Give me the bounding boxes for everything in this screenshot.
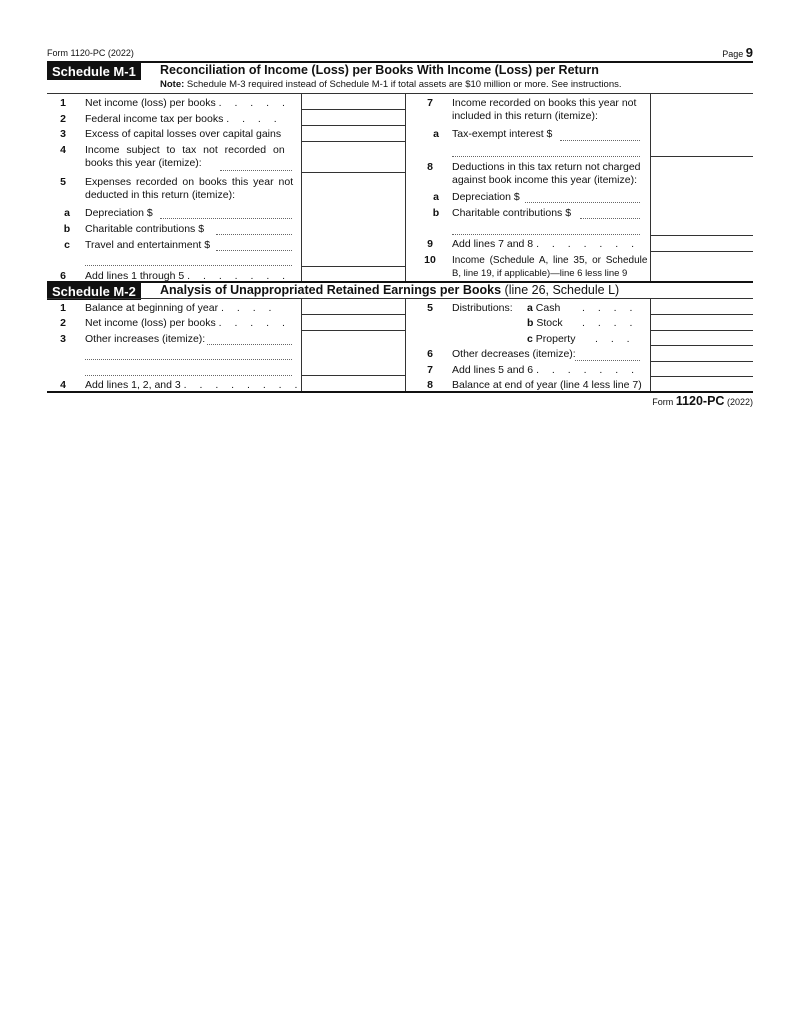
m2-line5-label: Distributions: <box>452 302 513 314</box>
m1-left-amount-border <box>301 93 302 281</box>
line-number: 6 <box>60 270 66 282</box>
m1-line8-amount[interactable] <box>652 218 755 234</box>
schedule-m1-note <box>160 79 622 90</box>
line-number: 8 <box>427 161 433 173</box>
line-number: 4 <box>60 144 66 156</box>
m2-line7-amount[interactable] <box>652 362 755 376</box>
form-label: Form 1120-PC (2022) <box>47 48 134 58</box>
schedule-m1-title: Reconciliation of Income (Loss) per Books With Income (Loss) per Return <box>160 63 599 77</box>
m2-line5b-label: b Stock <box>527 317 563 329</box>
m1-line8b-field[interactable] <box>580 218 640 219</box>
m1-line10-label-1: Income (Schedule A, line 35, or Schedule <box>452 255 648 266</box>
m2-header-rule <box>47 298 753 299</box>
line-number: 8 <box>427 379 433 391</box>
page-prefix: Page <box>722 49 744 59</box>
note-text: Schedule M-3 required instead of Schedule M-1 if total assets are $10 million or more. See instructions. <box>186 79 622 90</box>
line-letter: b <box>63 223 71 235</box>
m2-line3-amount[interactable] <box>303 358 407 374</box>
m1-line1-label: Net income (loss) per books . . . . . <box>85 97 290 109</box>
schedule-m2-label: Schedule M-2 <box>47 283 141 300</box>
m1-left-rule <box>301 141 405 142</box>
m2-left-rule <box>301 314 405 315</box>
m1-line5a-label: Depreciation $ <box>85 207 153 219</box>
m2-left-rule <box>301 375 405 376</box>
m2-line3-field-3[interactable] <box>85 375 292 376</box>
line-letter: c <box>64 239 70 251</box>
m1-line7-amount[interactable] <box>652 139 755 155</box>
m1-line9-label: Add lines 7 and 8 . . . . . . . <box>452 238 640 250</box>
m1-line5b-label: Charitable contributions $ <box>85 223 205 235</box>
line-number: 2 <box>60 113 66 125</box>
m1-line5c-label: Travel and entertainment $ <box>85 239 211 251</box>
m2-line2-label: Net income (loss) per books . . . . . <box>85 317 290 329</box>
m1-line5-extra-field[interactable] <box>85 265 292 266</box>
m2-line2-amount[interactable] <box>303 316 407 330</box>
m2-line4-amount[interactable] <box>303 377 407 391</box>
m1-left-rule <box>301 109 405 110</box>
m2-line6-field[interactable] <box>575 360 640 361</box>
m1-line4-amount[interactable] <box>303 155 407 171</box>
m2-left-rule <box>301 330 405 331</box>
line-number: 3 <box>60 333 66 345</box>
m1-line3-amount[interactable] <box>303 127 407 141</box>
m1-line10-amount[interactable] <box>652 264 755 280</box>
m2-line6-label: Other decreases (itemize): <box>452 348 576 360</box>
m2-line5a-amount[interactable] <box>652 300 755 314</box>
line-letter: a <box>433 128 439 140</box>
footer-form-label: Form 1120-PC (2022) <box>652 394 753 408</box>
leader-dots: . . . . <box>582 317 638 329</box>
m1-line4-label-2: books this year (itemize): <box>85 157 202 169</box>
m1-line7a-field[interactable] <box>560 140 640 141</box>
line-letter: a <box>64 207 70 219</box>
m2-line1-label: Balance at beginning of year . . . . <box>85 302 277 314</box>
m1-line5-label-2: deducted in this return (itemize): <box>85 189 235 201</box>
m2-line6-amount[interactable] <box>652 347 755 361</box>
line-number: 4 <box>60 379 66 391</box>
m1-line8b-label: Charitable contributions $ <box>452 207 572 219</box>
m2-bottom-rule <box>47 391 753 393</box>
line-number: 9 <box>427 238 433 250</box>
m1-line10-label-2: B, line 19, if applicable)—line 6 less line 9 <box>452 268 628 279</box>
m2-line5c-label: c Property <box>527 333 576 345</box>
m1-top-rule <box>47 93 753 94</box>
m1-line8a-field[interactable] <box>525 202 640 203</box>
line-number: 7 <box>427 364 433 376</box>
line-number: 2 <box>60 317 66 329</box>
line-number: 3 <box>60 128 66 140</box>
m1-line8a-label: Depreciation $ <box>452 191 520 203</box>
m1-line4-label-1: Income subject to tax not recorded on <box>85 144 285 156</box>
m2-line8-amount[interactable] <box>652 378 755 392</box>
m2-line4-label: Add lines 1, 2, and 3 . . . . . . . . <box>85 379 303 391</box>
m1-line3-label: Excess of capital losses over capital gains <box>85 128 282 140</box>
m1-left-rule <box>301 125 405 126</box>
line-number: 5 <box>427 302 433 314</box>
m1-left-rule <box>301 172 405 173</box>
m1-line7-label-2: included in this return (itemize): <box>452 110 598 122</box>
m1-line8-extra-field[interactable] <box>452 234 640 235</box>
m1-line7-label-1: Income recorded on books this year not <box>452 97 637 109</box>
m1-line5-amount[interactable] <box>303 249 407 265</box>
m2-right-rule <box>650 376 753 377</box>
page-indicator <box>722 45 753 60</box>
m1-line6-label: Add lines 1 through 5 . . . . . . . <box>85 270 291 282</box>
line-number: 10 <box>424 254 436 266</box>
m1-line7-extra-field[interactable] <box>452 156 640 157</box>
schedule-m2-title: Analysis of Unappropriated Retained Earnings per Books (line 26, Schedule L) <box>160 283 620 297</box>
m2-line5c-amount[interactable] <box>652 331 755 345</box>
m2-line5b-amount[interactable] <box>652 316 755 330</box>
m1-line2-label: Federal income tax per books . . . . <box>85 113 282 125</box>
leader-dots: . . . . <box>582 302 638 314</box>
m2-line3-field-2[interactable] <box>85 359 292 360</box>
m1-line6-amount[interactable] <box>303 268 407 282</box>
schedule-m1-label: Schedule M-1 <box>47 63 141 80</box>
m1-line4-itemize-field[interactable] <box>220 170 292 171</box>
line-number: 6 <box>427 348 433 360</box>
m1-right-amount-border <box>650 93 651 281</box>
m1-right-rule <box>650 235 753 236</box>
line-number: 1 <box>60 302 66 314</box>
m2-right-rule <box>650 314 753 315</box>
m2-line8-label: Balance at end of year (line 4 less line 7) <box>452 379 642 391</box>
m2-line7-label: Add lines 5 and 6 . . . . . . . <box>452 364 640 376</box>
m1-line2-amount[interactable] <box>303 111 407 125</box>
m2-line3-label: Other increases (itemize): <box>85 333 206 345</box>
m1-line9-amount[interactable] <box>652 237 755 251</box>
m1-left-rule <box>301 266 405 267</box>
line-number: 1 <box>60 97 66 109</box>
m1-line5-label-1: Expenses recorded on books this year not <box>85 176 294 188</box>
m2-right-rule <box>650 345 753 346</box>
m1-right-rule <box>650 156 753 157</box>
m1-line7a-label: Tax-exempt interest $ <box>452 128 553 140</box>
m1-line8-label-2: against book income this year (itemize): <box>452 174 637 186</box>
m1-line1-amount[interactable] <box>303 95 407 109</box>
line-number: 7 <box>427 97 433 109</box>
m1-right-rule <box>650 251 753 252</box>
m1-line5a-field[interactable] <box>160 218 292 219</box>
m2-left-amount-border <box>301 298 302 391</box>
m2-line3-field[interactable] <box>207 344 292 345</box>
line-letter: a <box>433 191 439 203</box>
page-number: 9 <box>745 45 753 60</box>
line-letter: b <box>432 207 440 219</box>
m1-line5b-field[interactable] <box>216 234 292 235</box>
note-label: Note: <box>160 79 185 90</box>
m2-line5a-label: a Cash <box>527 302 561 314</box>
line-number: 5 <box>60 176 66 188</box>
m2-line1-amount[interactable] <box>303 300 407 314</box>
leader-dots: . . . <box>595 333 635 345</box>
m1-line5c-field[interactable] <box>216 250 292 251</box>
m1-line8-label-1: Deductions in this tax return not charged <box>452 161 641 173</box>
